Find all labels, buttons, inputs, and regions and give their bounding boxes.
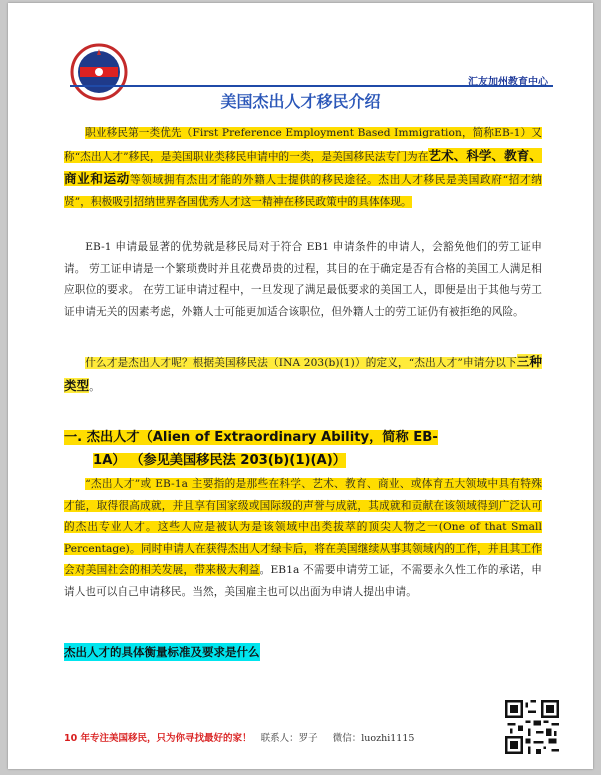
intro-p1-end: 等领域拥有杰出才能的外籍人士提供的移民途径。杰出人才移民是美国政府“招才纳贤”，积极吸引招纳世界各国优秀人才这一精神在移民政策中的具体体现。 bbox=[64, 174, 542, 208]
footer-wechat: 微信：luozhi1115 bbox=[332, 733, 415, 744]
section-1-body-plain: 。EB1a 不需要申请劳工证，不需要永久性工作的承诺，申请人也可以自己申请移民。当然，美国雇主也可以出面为申请人提出申请。 bbox=[64, 564, 542, 598]
section-1-heading-line-1: 一. 杰出人才（Alien of Extraordinary Ability，简称 EB- bbox=[64, 430, 438, 445]
intro-p3-bold: 三种类型 bbox=[64, 354, 542, 393]
section-1-heading-line-2: 1A） （参见美国移民法 203(b)(1)(A)） bbox=[93, 453, 346, 468]
intro-p1-text: 职业移民第一类优先（First Preference Employment Based Immigration，简称EB-1）又称“杰出人才”移民，是美国职业类移民申请中的一类，是美国移民法专门为在 bbox=[64, 127, 542, 163]
header-divider bbox=[70, 85, 553, 87]
footer-contact: 联系人：罗子 bbox=[260, 733, 318, 744]
document-page bbox=[8, 3, 593, 769]
page-title: 美国杰出人才移民介绍 bbox=[220, 92, 381, 111]
intro-paragraph-3 bbox=[64, 351, 542, 398]
qr-code-icon bbox=[505, 700, 559, 754]
intro-p1-bold: 艺术、科学、教育、商业和运动 bbox=[64, 147, 542, 187]
org-name: 汇友加州教育中心 bbox=[468, 77, 548, 88]
footer-slogan: 10 年专注美国移民，只为你寻找最好的家！ bbox=[64, 733, 252, 744]
intro-paragraph-2: EB-1 申请最显著的优势就是移民局对于符合 EB1 申请条件的申请人，会豁免他们的劳工证申请。 劳工证申请是一个繁琐费时并且花费昂贵的过程，其目的在于确定是否有合格的美国工人满足相应职位的要求。 在劳工证申请过程中，一旦发现了满足最低要求的美国工人，即便是出于其他与劳工证申请无关的因素考虑，外籍人士可能更加适合该职位，但外籍人士的劳工证仍有被拒绝的风险。 bbox=[64, 241, 542, 318]
intro-paragraph-1 bbox=[64, 123, 542, 213]
section-1-heading bbox=[64, 426, 534, 472]
section-1-body-highlighted: “杰出人才”或 EB-1a 主要指的是那些在科学、艺术、教育、商业、或体育五大领域中具有特殊才能，取得很高成就，并且享有国家级或国际级的声誉与成就，其成就和贡献在该领域得到广泛认可的杰出专业人才。这些人应是被认为是该领域中出类拔萃的顶尖人物之一(One of that Small Percentage)。同时申请人在获得杰出人才绿卡后，将在美国继续从事其领域内的工作，并且其工作会对美国社会的相关发展，带来极大利益 bbox=[64, 478, 542, 577]
criteria-subheading: 杰出人才的具体衡量标准及要求是什么 bbox=[64, 645, 260, 659]
section-1-body bbox=[64, 474, 542, 604]
intro-p3-end: 。 bbox=[89, 380, 100, 393]
intro-p3-text: 什么才是杰出人才呢？根据美国移民法（INA 203(b)(1)）的定义，“杰出人才”申请分以下 bbox=[85, 357, 517, 369]
footer bbox=[64, 730, 414, 744]
